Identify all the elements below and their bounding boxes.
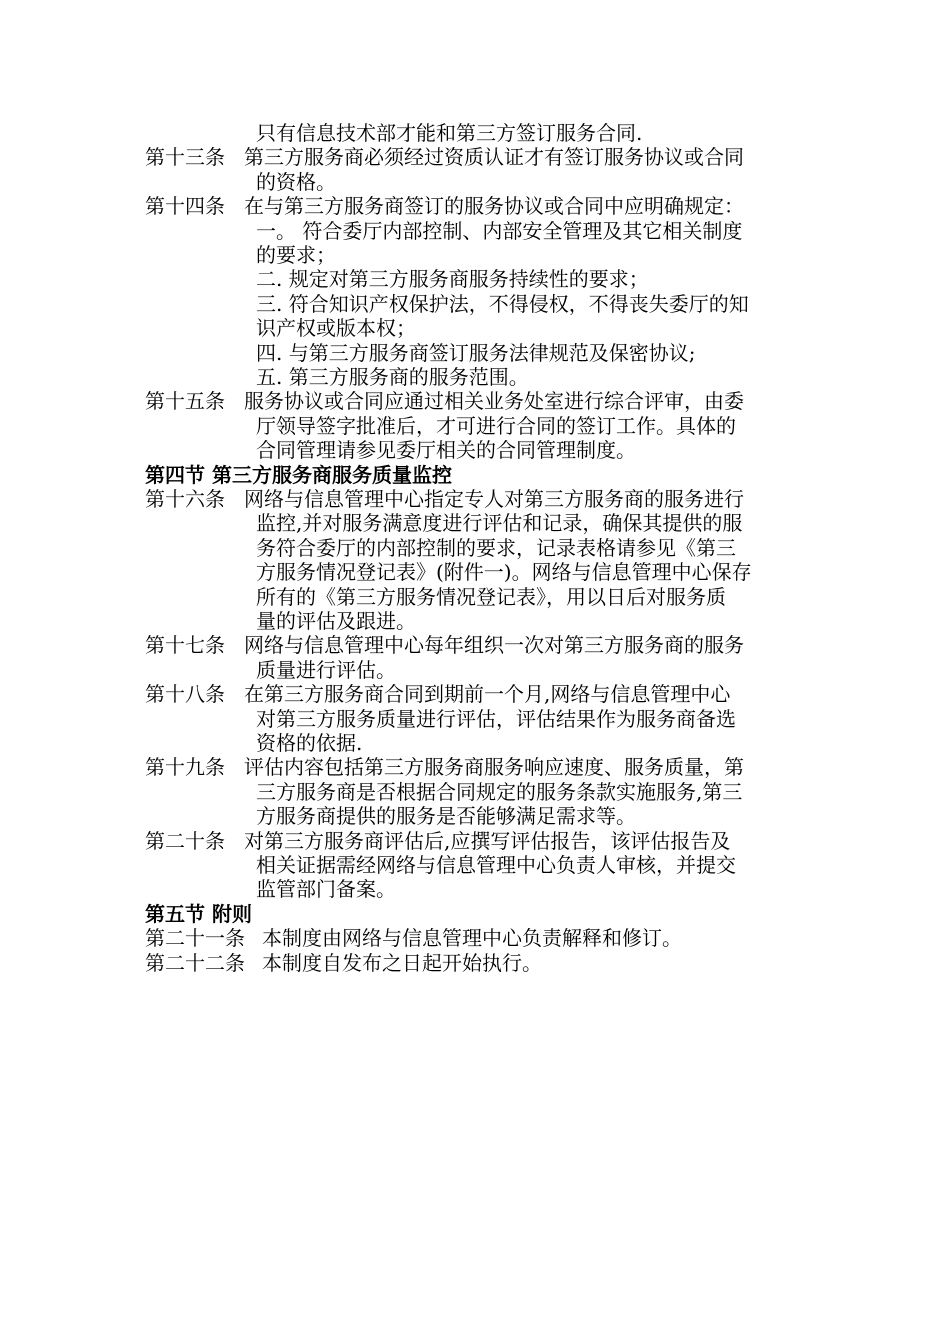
paragraph-text: 一。 符合委厅内部控制、内部安全管理及其它相关制度 [256, 218, 743, 243]
paragraph-text: 只有信息技术部才能和第三方签订服务合同. [256, 121, 643, 145]
paragraph-text: 二. 规定对第三方服务商服务持续性的要求； [256, 267, 649, 292]
section-title: 第四节 第三方服务商服务质量监控 [145, 462, 452, 487]
paragraph-text: 网络与信息管理中心每年组织一次对第三方服务商的服务 [244, 633, 744, 658]
paragraph-text: 服务协议或合同应通过相关业务处室进行综合评审，由委 [244, 389, 744, 414]
section-title: 第五节 附则 [145, 901, 252, 926]
paragraph-text: 在第三方服务商合同到期前一个月,网络与信息管理中心 [244, 682, 731, 707]
paragraph-text: 三. 符合知识产权保护法，不得侵权，不得丧失委厅的知 [256, 291, 749, 316]
article-number: 第十九条 [145, 755, 225, 780]
article-number: 第二十条 [145, 828, 225, 853]
paragraph-text: 本制度自发布之日起开始执行。 [262, 950, 542, 975]
paragraph-text: 方服务情况登记表》(附件一)。网络与信息管理中心保存 [256, 560, 752, 585]
paragraph-text: 合同管理请参见委厅相关的合同管理制度。 [256, 438, 636, 463]
paragraph-text: 所有的《第三方服务情况登记表》，用以日后对服务质 [256, 584, 726, 609]
paragraph-text: 的要求； [256, 243, 336, 267]
paragraph-text: 厅领导签字批准后，才可进行合同的签订工作。具体的 [256, 413, 736, 438]
paragraph-text: 量的评估及跟进。 [256, 609, 416, 633]
paragraph-text: 对第三方服务商评估后,应撰写评估报告，该评估报告及 [244, 828, 731, 853]
paragraph-text: 质量进行评估。 [256, 657, 396, 682]
article-number: 第二十二条 [145, 950, 245, 975]
paragraph-text: 第三方服务商必须经过资质认证才有签订服务协议或合同 [244, 145, 744, 170]
paragraph-text: 评估内容包括第三方服务商服务响应速度、服务质量，第 [244, 755, 744, 780]
paragraph-text: 监控,并对服务满意度进行评估和记录，确保其提供的服 [256, 511, 743, 536]
article-number: 第十八条 [145, 682, 225, 707]
paragraph-text: 务符合委厅的内部控制的要求，记录表格请参见《第三 [256, 535, 736, 560]
paragraph-text: 本制度由网络与信息管理中心负责解释和修订。 [262, 926, 682, 951]
article-number: 第十四条 [145, 194, 225, 219]
paragraph-text: 网络与信息管理中心指定专人对第三方服务商的服务进行 [244, 487, 744, 511]
paragraph-text: 方服务商提供的服务是否能够满足需求等。 [256, 804, 636, 829]
paragraph-text: 在与第三方服务商签订的服务协议或合同中应明确规定： [244, 194, 744, 219]
paragraph-text: 相关证据需经网络与信息管理中心负责人审核，并提交 [256, 853, 736, 877]
article-number: 第十五条 [145, 389, 225, 414]
paragraph-text: 识产权或版本权； [256, 316, 416, 341]
article-number: 第十三条 [145, 145, 225, 170]
paragraph-text: 四. 与第三方服务商签订服务法律规范及保密协议; [256, 340, 696, 365]
article-number: 第十七条 [145, 633, 225, 658]
article-number: 第十六条 [145, 487, 225, 511]
paragraph-text: 监管部门备案。 [256, 877, 396, 902]
paragraph-text: 五. 第三方服务商的服务范围。 [256, 365, 529, 389]
article-number: 第二十一条 [145, 926, 245, 951]
paragraph-text: 资格的依据. [256, 731, 363, 755]
paragraph-text: 三方服务商是否根据合同规定的服务条款实施服务,第三 [256, 779, 743, 804]
paragraph-text: 对第三方服务质量进行评估，评估结果作为服务商备选 [256, 706, 736, 731]
paragraph-text: 的资格。 [256, 169, 336, 194]
